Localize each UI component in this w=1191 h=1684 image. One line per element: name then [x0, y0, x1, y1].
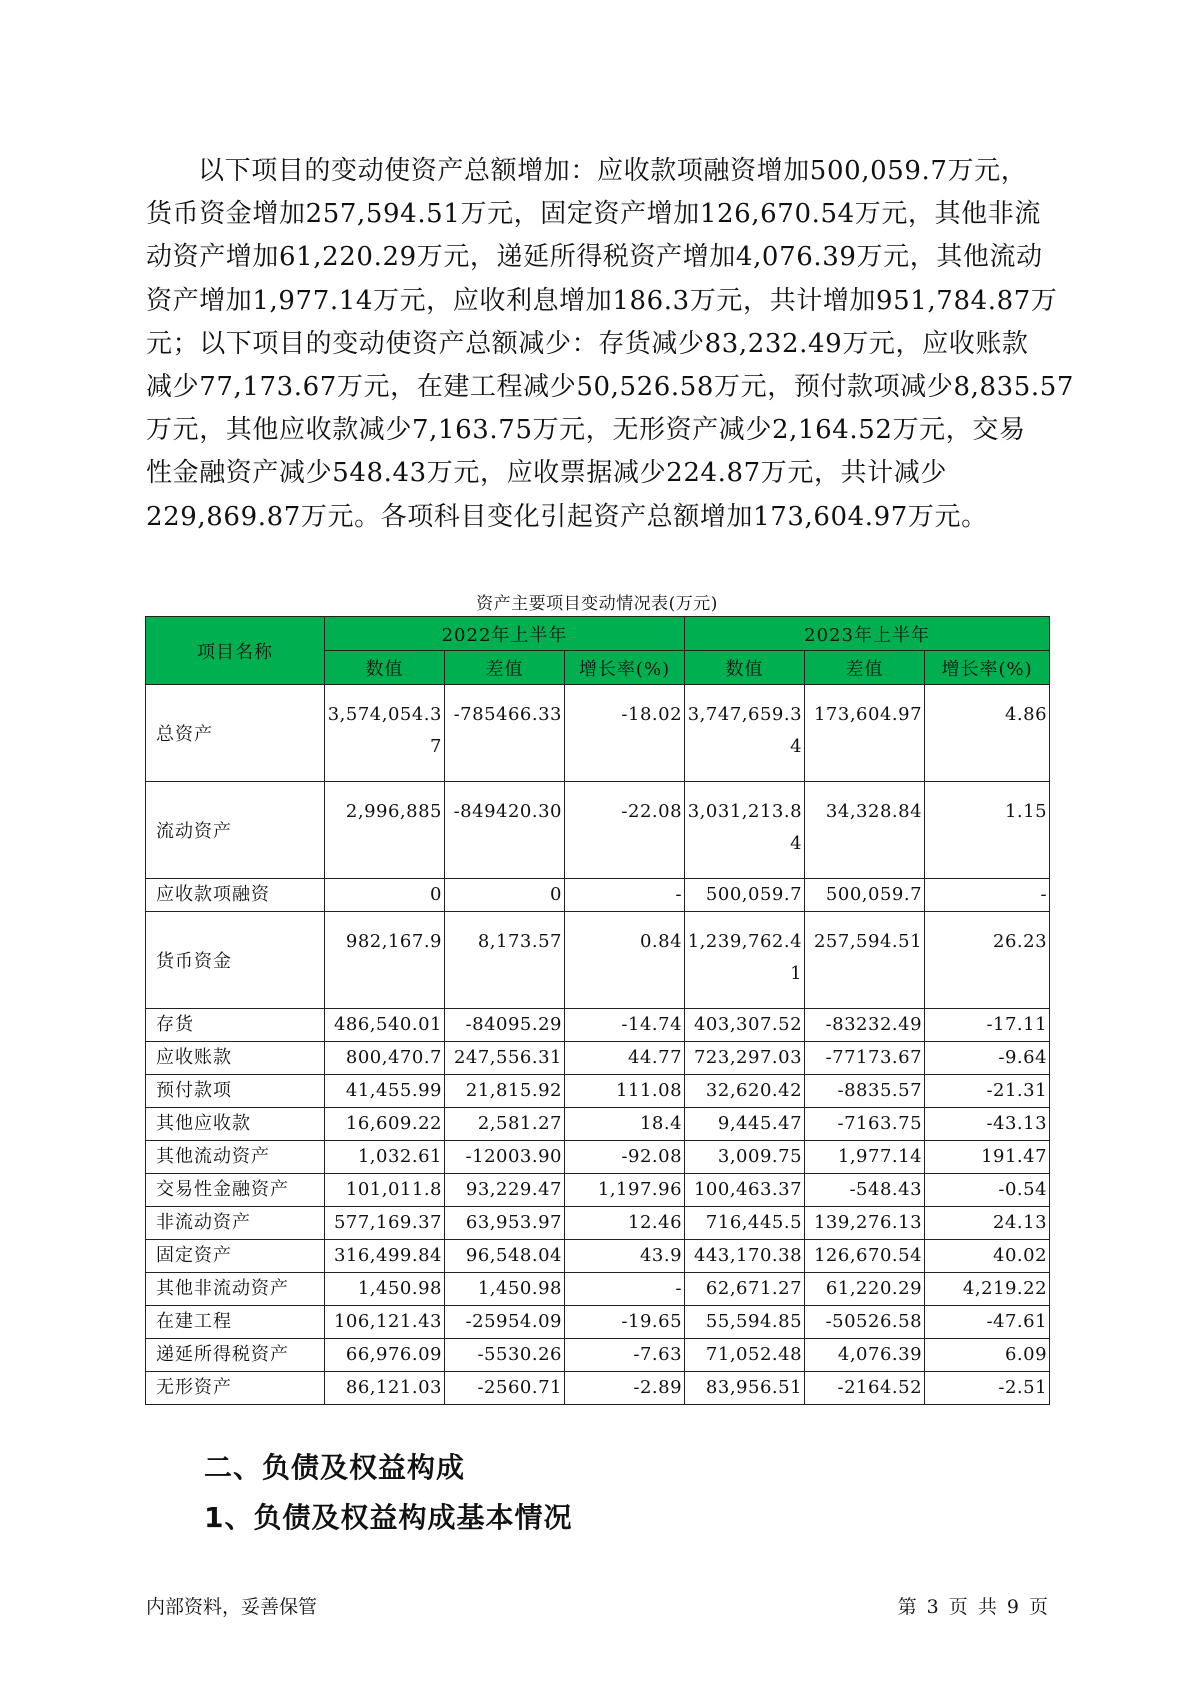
section-heading: 二、负债及权益构成 [204, 1451, 466, 1484]
value-2023-cell: 100,463.37 [685, 1174, 805, 1207]
value-2023-cell: 71,052.48 [685, 1339, 805, 1372]
rate-2023-cell: 4.86 [925, 685, 1050, 782]
diff-2023-cell: 4,076.39 [805, 1339, 925, 1372]
value-2022-cell: 577,169.37 [325, 1207, 445, 1240]
diff-2023-cell: 61,220.29 [805, 1273, 925, 1306]
table-row [146, 1306, 1050, 1339]
value-2023-cell: 500,059.7 [685, 879, 805, 912]
value-2022-cell: 41,455.99 [325, 1075, 445, 1108]
footer-page-number: 第 3 页 共 9 页 [897, 1596, 1048, 1618]
row-name-cell: 流动资产 [146, 782, 325, 879]
diff-2022-cell: 63,953.97 [445, 1207, 565, 1240]
header-rate-2023: 增长率(%) [925, 651, 1050, 685]
row-name-cell: 总资产 [146, 685, 325, 782]
header-item-name: 项目名称 [146, 617, 325, 685]
value-2023-cell: 403,307.52 [685, 1009, 805, 1042]
rate-2023-cell: -2.51 [925, 1372, 1050, 1405]
diff-2022-cell: 96,548.04 [445, 1240, 565, 1273]
diff-2022-cell: -25954.09 [445, 1306, 565, 1339]
rate-2022-cell: -18.02 [565, 685, 685, 782]
diff-2022-cell: 2,581.27 [445, 1108, 565, 1141]
value-2023-cell: 83,956.51 [685, 1372, 805, 1405]
rate-2023-cell: 26.23 [925, 912, 1050, 1009]
row-name-cell: 其他流动资产 [146, 1141, 325, 1174]
paragraph-line: 货币资金增加257,594.51万元，固定资产增加126,670.54万元，其他非流 [146, 199, 1041, 230]
row-name-cell: 递延所得税资产 [146, 1339, 325, 1372]
diff-2023-cell: 126,670.54 [805, 1240, 925, 1273]
diff-2023-cell: 139,276.13 [805, 1207, 925, 1240]
header-value-2023: 数值 [685, 651, 805, 685]
value-2023-cell: 62,671.27 [685, 1273, 805, 1306]
diff-2023-cell: 257,594.51 [805, 912, 925, 1009]
table-row [146, 912, 1050, 1009]
rate-2023-cell: -0.54 [925, 1174, 1050, 1207]
diff-2022-cell: 1,450.98 [445, 1273, 565, 1306]
body-paragraph [146, 150, 1075, 539]
value-2023-cell: 9,445.47 [685, 1108, 805, 1141]
diff-2022-cell: -5530.26 [445, 1339, 565, 1372]
diff-2022-cell: -2560.71 [445, 1372, 565, 1405]
table-row [146, 1009, 1050, 1042]
diff-2023-cell: 34,328.84 [805, 782, 925, 879]
table-row [146, 1273, 1050, 1306]
rate-2023-cell: -17.11 [925, 1009, 1050, 1042]
diff-2022-cell: 247,556.31 [445, 1042, 565, 1075]
diff-2022-cell: 93,229.47 [445, 1174, 565, 1207]
diff-2023-cell: -2164.52 [805, 1372, 925, 1405]
value-2023-cell: 3,009.75 [685, 1141, 805, 1174]
table-caption: 资产主要项目变动情况表(万元) [476, 594, 718, 614]
rate-2023-cell: 40.02 [925, 1240, 1050, 1273]
diff-2023-cell: -83232.49 [805, 1009, 925, 1042]
rate-2023-cell: - [925, 879, 1050, 912]
header-diff-2023: 差值 [805, 651, 925, 685]
paragraph-line: 229,869.87万元。各项科目变化引起资产总额增加173,604.97万元。 [146, 501, 988, 532]
table-row [146, 1240, 1050, 1273]
value-2022-cell: 800,470.7 [325, 1042, 445, 1075]
value-2022-cell: 66,976.09 [325, 1339, 445, 1372]
value-2023-cell: 1,239,762.41 [685, 912, 805, 1009]
diff-2022-cell: -849420.30 [445, 782, 565, 879]
header-rate-2022: 增长率(%) [565, 651, 685, 685]
rate-2023-cell: 191.47 [925, 1141, 1050, 1174]
paragraph-line: 减少77,173.67万元，在建工程减少50,526.58万元，预付款项减少8,835.57 [146, 371, 1075, 402]
value-2022-cell: 1,032.61 [325, 1141, 445, 1174]
paragraph-line: 动资产增加61,220.29万元，递延所得税资产增加4,076.39万元，其他流动 [146, 242, 1043, 273]
table-row [146, 1207, 1050, 1240]
value-2022-cell: 106,121.43 [325, 1306, 445, 1339]
rate-2023-cell: 24.13 [925, 1207, 1050, 1240]
value-2022-cell: 3,574,054.37 [325, 685, 445, 782]
rate-2023-cell: 1.15 [925, 782, 1050, 879]
value-2022-cell: 982,167.9 [325, 912, 445, 1009]
subsection-heading: 1、负债及权益构成基本情况 [204, 1501, 573, 1534]
diff-2023-cell: -77173.67 [805, 1042, 925, 1075]
value-2022-cell: 1,450.98 [325, 1273, 445, 1306]
row-name-cell: 应收账款 [146, 1042, 325, 1075]
rate-2022-cell: - [565, 1273, 685, 1306]
table-row [146, 1339, 1050, 1372]
diff-2023-cell: 500,059.7 [805, 879, 925, 912]
row-name-cell: 固定资产 [146, 1240, 325, 1273]
value-2022-cell: 0 [325, 879, 445, 912]
row-name-cell: 其他应收款 [146, 1108, 325, 1141]
value-2023-cell: 32,620.42 [685, 1075, 805, 1108]
rate-2022-cell: 111.08 [565, 1075, 685, 1108]
value-2022-cell: 2,996,885 [325, 782, 445, 879]
diff-2023-cell: -50526.58 [805, 1306, 925, 1339]
header-value-2022: 数值 [325, 651, 445, 685]
diff-2022-cell: -785466.33 [445, 685, 565, 782]
header-diff-2022: 差值 [445, 651, 565, 685]
rate-2022-cell: -22.08 [565, 782, 685, 879]
rate-2023-cell: 6.09 [925, 1339, 1050, 1372]
rate-2022-cell: -92.08 [565, 1141, 685, 1174]
value-2023-cell: 723,297.03 [685, 1042, 805, 1075]
table-row [146, 685, 1050, 782]
rate-2022-cell: -19.65 [565, 1306, 685, 1339]
header-period-2022: 2022年上半年 [325, 617, 685, 651]
table-row [146, 1174, 1050, 1207]
row-name-cell: 存货 [146, 1009, 325, 1042]
table-body [146, 685, 1050, 1405]
diff-2023-cell: -8835.57 [805, 1075, 925, 1108]
rate-2022-cell: -2.89 [565, 1372, 685, 1405]
row-name-cell: 应收款项融资 [146, 879, 325, 912]
value-2022-cell: 86,121.03 [325, 1372, 445, 1405]
table-row [146, 1372, 1050, 1405]
diff-2022-cell: -12003.90 [445, 1141, 565, 1174]
table-row [146, 1108, 1050, 1141]
paragraph-line: 万元，其他应收款减少7,163.75万元，无形资产减少2,164.52万元，交易 [146, 415, 1026, 446]
row-name-cell: 非流动资产 [146, 1207, 325, 1240]
row-name-cell: 货币资金 [146, 912, 325, 1009]
table-row [146, 879, 1050, 912]
table-row [146, 1075, 1050, 1108]
value-2023-cell: 443,170.38 [685, 1240, 805, 1273]
diff-2022-cell: 21,815.92 [445, 1075, 565, 1108]
rate-2022-cell: 18.4 [565, 1108, 685, 1141]
value-2023-cell: 55,594.85 [685, 1306, 805, 1339]
value-2022-cell: 486,540.01 [325, 1009, 445, 1042]
paragraph-line: 元；以下项目的变动使资产总额减少：存货减少83,232.49万元，应收账款 [146, 328, 1029, 359]
rate-2023-cell: -21.31 [925, 1075, 1050, 1108]
rate-2023-cell: -9.64 [925, 1042, 1050, 1075]
rate-2022-cell: -14.74 [565, 1009, 685, 1042]
diff-2023-cell: -7163.75 [805, 1108, 925, 1141]
rate-2022-cell: 44.77 [565, 1042, 685, 1075]
diff-2022-cell: 8,173.57 [445, 912, 565, 1009]
table-row [146, 1141, 1050, 1174]
rate-2022-cell: - [565, 879, 685, 912]
paragraph-line: 性金融资产减少548.43万元，应收票据减少224.87万元，共计减少 [146, 458, 947, 489]
rate-2023-cell: -43.13 [925, 1108, 1050, 1141]
value-2023-cell: 716,445.5 [685, 1207, 805, 1240]
value-2023-cell: 3,747,659.34 [685, 685, 805, 782]
diff-2023-cell: 173,604.97 [805, 685, 925, 782]
rate-2023-cell: 4,219.22 [925, 1273, 1050, 1306]
rate-2022-cell: -7.63 [565, 1339, 685, 1372]
row-name-cell: 在建工程 [146, 1306, 325, 1339]
value-2022-cell: 101,011.8 [325, 1174, 445, 1207]
value-2023-cell: 3,031,213.84 [685, 782, 805, 879]
row-name-cell: 其他非流动资产 [146, 1273, 325, 1306]
diff-2023-cell: -548.43 [805, 1174, 925, 1207]
rate-2023-cell: -47.61 [925, 1306, 1050, 1339]
asset-change-table [145, 616, 1050, 1405]
footer-confidential-note: 内部资料，妥善保管 [146, 1596, 318, 1618]
rate-2022-cell: 12.46 [565, 1207, 685, 1240]
value-2022-cell: 16,609.22 [325, 1108, 445, 1141]
row-name-cell: 交易性金融资产 [146, 1174, 325, 1207]
rate-2022-cell: 0.84 [565, 912, 685, 1009]
paragraph-line: 以下项目的变动使资产总额增加：应收款项融资增加500,059.7万元， [198, 156, 1028, 186]
row-name-cell: 预付款项 [146, 1075, 325, 1108]
table-row [146, 782, 1050, 879]
rate-2022-cell: 43.9 [565, 1240, 685, 1273]
diff-2023-cell: 1,977.14 [805, 1141, 925, 1174]
row-name-cell: 无形资产 [146, 1372, 325, 1405]
value-2022-cell: 316,499.84 [325, 1240, 445, 1273]
header-period-2023: 2023年上半年 [685, 617, 1050, 651]
rate-2022-cell: 1,197.96 [565, 1174, 685, 1207]
paragraph-line: 资产增加1,977.14万元，应收利息增加186.3万元，共计增加951,784.87万 [146, 285, 1058, 316]
diff-2022-cell: -84095.29 [445, 1009, 565, 1042]
table-row [146, 1042, 1050, 1075]
diff-2022-cell: 0 [445, 879, 565, 912]
